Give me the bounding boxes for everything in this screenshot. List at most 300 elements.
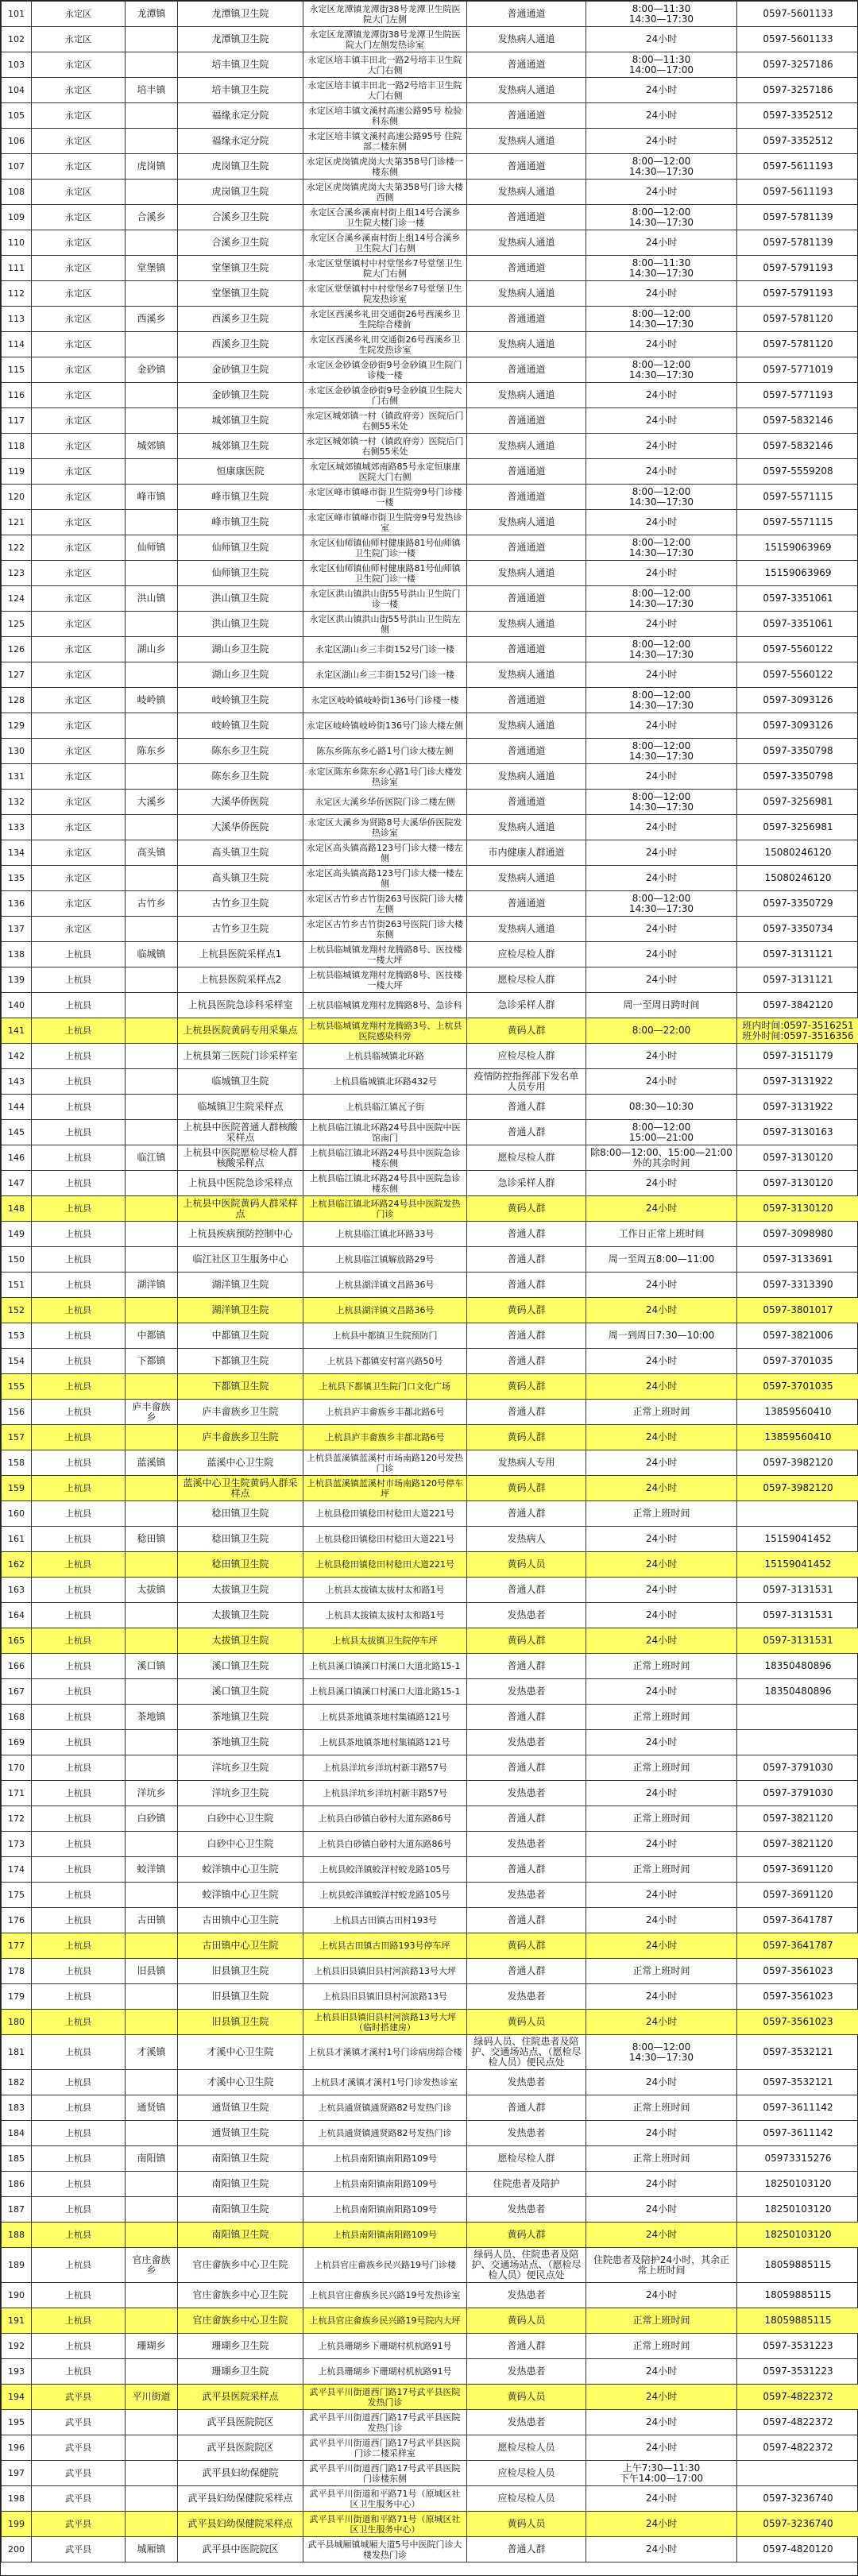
- phone-cell: 0597-3236740: [737, 2486, 858, 2512]
- phone-cell: 0597-3350798: [737, 764, 858, 790]
- phone-cell: 15159063969: [737, 561, 858, 586]
- address-cell: 永定区陈东乡陈东乡心路1号门诊大楼发热诊室: [303, 764, 467, 790]
- service-hours-cell: 24小时: [586, 180, 737, 205]
- target-group-cell: 黄码人群: [467, 2223, 586, 2248]
- town-cell: [126, 561, 178, 586]
- address-cell: 上杭县白砂镇白砂村大道东路86号: [303, 1832, 467, 1857]
- service-hours-cell: 上午7:30—11:30 下午14:00—17:00: [586, 2461, 737, 2486]
- service-hours-cell: 正常上班时间: [586, 1959, 737, 1984]
- phone-cell: 0597-5601133: [737, 27, 858, 52]
- service-hours-cell: 8:00—12:00 14:30—17:30: [586, 2035, 737, 2070]
- address-cell: 永定区虎岗镇虎岗大夫第358号门诊楼一楼东侧: [303, 154, 467, 180]
- site-name-cell: 洋坑乡卫生院: [178, 1755, 303, 1781]
- town-cell: [126, 1628, 178, 1654]
- table-row: [2, 561, 858, 586]
- row-number: 115: [2, 357, 32, 383]
- town-cell: [126, 180, 178, 205]
- table-row: [2, 2035, 858, 2070]
- district-cell: 上杭县: [32, 1323, 126, 1349]
- phone-cell: 0597-3982120: [737, 1476, 858, 1501]
- table-row: [2, 2172, 858, 2197]
- address-cell: 上杭县古田镇古田路193号停车坪: [303, 1933, 467, 1959]
- row-number: 122: [2, 535, 32, 561]
- address-cell: 永定区仙师镇仙师村健康路81号仙师镇卫生院门诊一楼: [303, 561, 467, 586]
- district-cell: 永定区: [32, 307, 126, 332]
- address-cell: 上杭县蛟洋镇蛟洋村蛟龙路105号: [303, 1883, 467, 1908]
- target-group-cell: 发热病人通道: [467, 764, 586, 790]
- row-number: 131: [2, 764, 32, 790]
- table-row: [2, 281, 858, 307]
- address-cell: 永定区城郊镇一村（镇政府旁）医院后门右侧55米处: [303, 408, 467, 434]
- table-row: [2, 1755, 858, 1781]
- address-cell: 上杭县珊瑚乡下珊瑚村机杭路91号: [303, 2359, 467, 2385]
- phone-cell: 0597-3791030: [737, 1781, 858, 1806]
- table-row: [2, 357, 858, 383]
- target-group-cell: 发热患者: [467, 2197, 586, 2223]
- address-cell: 上杭县临江镇解放路29号: [303, 1247, 467, 1273]
- table-row: [2, 2, 858, 27]
- town-cell: [126, 2461, 178, 2486]
- address-cell: 上杭县蓝溪镇蓝溪村市场南路120号发热门诊: [303, 1450, 467, 1476]
- town-cell: [126, 1730, 178, 1755]
- target-group-cell: 发热病人通道: [467, 662, 586, 688]
- site-name-cell: 高头镇卫生院: [178, 840, 303, 866]
- phone-cell: 0597-3350734: [737, 917, 858, 942]
- row-number: 197: [2, 2461, 32, 2486]
- row-number: 165: [2, 1628, 32, 1654]
- site-name-cell: 白砂中心卫生院: [178, 1832, 303, 1857]
- table-row: [2, 2223, 858, 2248]
- row-number: 134: [2, 840, 32, 866]
- town-cell: [126, 510, 178, 535]
- target-group-cell: 发热患者: [467, 1832, 586, 1857]
- sampling-sites-table: [1, 1, 858, 2562]
- town-cell: [126, 713, 178, 739]
- phone-cell: 0597-3130120: [737, 1145, 858, 1171]
- target-group-cell: 普通人群: [467, 2334, 586, 2359]
- district-cell: 永定区: [32, 103, 126, 129]
- target-group-cell: 普通通道: [467, 2, 586, 27]
- target-group-cell: 普通人群: [467, 1095, 586, 1120]
- row-number: 147: [2, 1171, 32, 1196]
- town-cell: 古竹乡: [126, 891, 178, 917]
- phone-cell: 0597-5771019: [737, 357, 858, 383]
- table-row: [2, 1069, 858, 1095]
- district-cell: 上杭县: [32, 1425, 126, 1450]
- service-hours-cell: 24小时: [586, 1349, 737, 1374]
- table-row: [2, 2197, 858, 2223]
- town-cell: [126, 281, 178, 307]
- table-row: [2, 1527, 858, 1552]
- target-group-cell: 普通人群: [467, 1705, 586, 1730]
- service-hours-cell: 24小时: [586, 942, 737, 967]
- table-row: [2, 790, 858, 815]
- row-number: 146: [2, 1145, 32, 1171]
- phone-cell: 18250103120: [737, 2172, 858, 2197]
- district-cell: 永定区: [32, 637, 126, 662]
- row-number: 187: [2, 2197, 32, 2223]
- address-cell: 上杭县稔田镇稔田村稔田大道221号: [303, 1552, 467, 1578]
- target-group-cell: 黄码人群: [467, 1628, 586, 1654]
- table-row: [2, 78, 858, 103]
- table-row: [2, 993, 858, 1018]
- table-row: [2, 2359, 858, 2385]
- table-row: [2, 1298, 858, 1323]
- row-number: 178: [2, 1959, 32, 1984]
- address-cell: 武平县平川街道和平路71号（原城区社区卫生服务中心）: [303, 2486, 467, 2512]
- site-name-cell: 蛟洋镇中心卫生院: [178, 1883, 303, 1908]
- table-row: [2, 307, 858, 332]
- service-hours-cell: 24小时: [586, 1679, 737, 1705]
- service-hours-cell: 24小时: [586, 1171, 737, 1196]
- phone-cell: 0597-4820120: [737, 2537, 858, 2562]
- address-cell: 永定区合溪乡溪南村街上组14号合溪乡卫生院大楼门诊一楼: [303, 205, 467, 230]
- service-hours-cell: 24小时: [586, 1832, 737, 1857]
- town-cell: [126, 1476, 178, 1501]
- site-name-cell: 太拔镇卫生院: [178, 1603, 303, 1628]
- site-name-cell: 武平县妇幼保健院: [178, 2461, 303, 2486]
- phone-cell: 0597-3131531: [737, 1578, 858, 1603]
- table-row: [2, 637, 858, 662]
- phone-cell: 0597-5781120: [737, 307, 858, 332]
- row-number: 129: [2, 713, 32, 739]
- phone-cell: 0597-5560122: [737, 662, 858, 688]
- town-cell: [126, 2197, 178, 2223]
- district-cell: 上杭县: [32, 1730, 126, 1755]
- district-cell: 上杭县: [32, 1959, 126, 1984]
- target-group-cell: 发热病人通道: [467, 612, 586, 637]
- town-cell: [126, 967, 178, 993]
- phone-cell: 0597-3130120: [737, 1196, 858, 1222]
- table-row: [2, 1730, 858, 1755]
- target-group-cell: 普通人群: [467, 1806, 586, 1832]
- site-name-cell: 西溪乡卫生院: [178, 332, 303, 357]
- town-cell: 太拔镇: [126, 1578, 178, 1603]
- district-cell: 永定区: [32, 662, 126, 688]
- town-cell: [126, 27, 178, 52]
- row-number: 148: [2, 1196, 32, 1222]
- service-hours-cell: 正常上班时间: [586, 2095, 737, 2121]
- row-number: 155: [2, 1374, 32, 1400]
- table-row: [2, 866, 858, 891]
- address-cell: 永定区岐岭镇岐岭街136号门诊大楼左侧: [303, 713, 467, 739]
- address-cell: 上杭县湖洋镇文昌路36号: [303, 1273, 467, 1298]
- town-cell: 虎岗镇: [126, 154, 178, 180]
- town-cell: [126, 230, 178, 256]
- table-row: [2, 917, 858, 942]
- address-cell: 上杭县下都镇卫生院门口文化广场: [303, 1374, 467, 1400]
- service-hours-cell: 24小时: [586, 408, 737, 434]
- row-number: 138: [2, 942, 32, 967]
- target-group-cell: 普通通道: [467, 485, 586, 510]
- row-number: 124: [2, 586, 32, 612]
- target-group-cell: 普通通道: [467, 637, 586, 662]
- town-cell: [126, 1501, 178, 1527]
- district-cell: 上杭县: [32, 1578, 126, 1603]
- district-cell: 上杭县: [32, 2070, 126, 2095]
- town-cell: [126, 1374, 178, 1400]
- town-cell: 平川街道: [126, 2385, 178, 2410]
- district-cell: 上杭县: [32, 1755, 126, 1781]
- service-hours-cell: 正常上班时间: [586, 2334, 737, 2359]
- target-group-cell: 黄码人群: [467, 1933, 586, 1959]
- site-name-cell: 上杭县中医院愿检尽检人群核酸采样点: [178, 1145, 303, 1171]
- phone-cell: 0597-3821006: [737, 1323, 858, 1349]
- phone-cell: 0597-3352512: [737, 103, 858, 129]
- row-number: 158: [2, 1450, 32, 1476]
- address-cell: 上杭县临江镇瓦子街: [303, 1095, 467, 1120]
- district-cell: 上杭县: [32, 2197, 126, 2223]
- address-cell: 上杭县中都镇卫生院预防门: [303, 1323, 467, 1349]
- phone-cell: 0597-5559208: [737, 459, 858, 485]
- district-cell: 永定区: [32, 713, 126, 739]
- table-row: [2, 2070, 858, 2095]
- district-cell: 永定区: [32, 230, 126, 256]
- service-hours-cell: 24小时: [586, 1527, 737, 1552]
- service-hours-cell: 正常上班时间: [586, 2146, 737, 2172]
- row-number: 121: [2, 510, 32, 535]
- town-cell: [126, 764, 178, 790]
- town-cell: [126, 2121, 178, 2146]
- target-group-cell: 发热患者: [467, 1984, 586, 2010]
- address-cell: 永定区高头镇高路123号门诊大楼一楼左侧: [303, 866, 467, 891]
- district-cell: 永定区: [32, 612, 126, 637]
- address-cell: 永定区古竹乡古竹街263号医院门诊大楼东侧: [303, 917, 467, 942]
- address-cell: 永定区金砂镇金砂街9号金砂镇卫生院大门右侧: [303, 383, 467, 408]
- site-name-cell: 上杭县医院采样点1: [178, 942, 303, 967]
- table-row: [2, 1628, 858, 1654]
- town-cell: [126, 1984, 178, 2010]
- phone-cell: [737, 1730, 858, 1755]
- site-name-cell: 大溪华侨医院: [178, 815, 303, 840]
- town-cell: 茶地镇: [126, 1705, 178, 1730]
- table-row: [2, 967, 858, 993]
- site-name-cell: 临城镇卫生院采样点: [178, 1095, 303, 1120]
- site-name-cell: 湖山乡卫生院: [178, 662, 303, 688]
- town-cell: 旧县镇: [126, 1959, 178, 1984]
- district-cell: 永定区: [32, 357, 126, 383]
- row-number: 168: [2, 1705, 32, 1730]
- row-number: 195: [2, 2410, 32, 2435]
- district-cell: 永定区: [32, 815, 126, 840]
- site-name-cell: 官庄畲族乡中心卫生院: [178, 2283, 303, 2308]
- phone-cell: 0597-3131121: [737, 967, 858, 993]
- town-cell: 合溪乡: [126, 205, 178, 230]
- district-cell: 上杭县: [32, 1349, 126, 1374]
- target-group-cell: 普通通道: [467, 739, 586, 764]
- phone-cell: 0597-3093126: [737, 688, 858, 713]
- phone-cell: 0597-5611193: [737, 154, 858, 180]
- phone-cell: 05973315276: [737, 2146, 858, 2172]
- town-cell: 蛟洋镇: [126, 1857, 178, 1883]
- service-hours-cell: 8:00—12:00 14:30—17:30: [586, 307, 737, 332]
- town-cell: [126, 1222, 178, 1247]
- district-cell: 永定区: [32, 917, 126, 942]
- target-group-cell: 发热病人通道: [467, 332, 586, 357]
- row-number: 144: [2, 1095, 32, 1120]
- target-group-cell: 普通通道: [467, 535, 586, 561]
- district-cell: 上杭县: [32, 2308, 126, 2334]
- town-cell: 城厢镇: [126, 2537, 178, 2562]
- phone-cell: 0597-3691120: [737, 1857, 858, 1883]
- phone-cell: 0597-5601133: [737, 2, 858, 27]
- target-group-cell: 发热病人通道: [467, 434, 586, 459]
- site-name-cell: 旧县镇卫生院: [178, 2010, 303, 2035]
- site-name-cell: 蛟洋镇中心卫生院: [178, 1857, 303, 1883]
- service-hours-cell: 24小时: [586, 510, 737, 535]
- target-group-cell: 普通人群: [467, 1654, 586, 1679]
- address-cell: 上杭县官庄畲族乡民兴路19号院内大坪: [303, 2308, 467, 2334]
- district-cell: 上杭县: [32, 1247, 126, 1273]
- address-cell: 永定区西溪乡礼田交通街26号西溪乡卫生院发热诊室: [303, 332, 467, 357]
- service-hours-cell: 24小时: [586, 713, 737, 739]
- district-cell: 上杭县: [32, 2248, 126, 2283]
- target-group-cell: 发热病人通道: [467, 815, 586, 840]
- address-cell: 永定区仙师镇仙师村健康路81号仙师镇卫生院门诊一楼: [303, 535, 467, 561]
- target-group-cell: 发热病人通道: [467, 129, 586, 154]
- district-cell: 永定区: [32, 27, 126, 52]
- district-cell: 永定区: [32, 866, 126, 891]
- table-row: [2, 2410, 858, 2435]
- phone-cell: 0597-3133691: [737, 1247, 858, 1273]
- service-hours-cell: 8:00—11:30 14:30—17:30: [586, 2, 737, 27]
- town-cell: 培丰镇: [126, 78, 178, 103]
- service-hours-cell: 24小时: [586, 1196, 737, 1222]
- phone-cell: 13859560410: [737, 1400, 858, 1425]
- address-cell: 永定区金砂镇金砂街9号金砂镇卫生院门诊楼一楼: [303, 357, 467, 383]
- district-cell: 武平县: [32, 2410, 126, 2435]
- service-hours-cell: 24小时: [586, 561, 737, 586]
- phone-cell: 0597-5781139: [737, 230, 858, 256]
- phone-cell: 0597-3350729: [737, 891, 858, 917]
- table-row: [2, 1832, 858, 1857]
- site-name-cell: 峰市镇卫生院: [178, 510, 303, 535]
- site-name-cell: 岐岭镇卫生院: [178, 713, 303, 739]
- target-group-cell: 普通通道: [467, 357, 586, 383]
- district-cell: 永定区: [32, 459, 126, 485]
- town-cell: [126, 1247, 178, 1273]
- table-row: [2, 1476, 858, 1501]
- service-hours-cell: 24小时: [586, 967, 737, 993]
- target-group-cell: 普通人群: [467, 1273, 586, 1298]
- address-cell: 上杭县临江镇北环路24号县中医院中医馆南门: [303, 1120, 467, 1145]
- district-cell: 武平县: [32, 2486, 126, 2512]
- site-name-cell: 合溪乡卫生院: [178, 205, 303, 230]
- address-cell: 上杭县下都镇安村富兴路50号: [303, 1349, 467, 1374]
- town-cell: 临江镇: [126, 1145, 178, 1171]
- town-cell: [126, 612, 178, 637]
- site-name-cell: 稔田镇卫生院: [178, 1501, 303, 1527]
- address-cell: 上杭县太拔镇太拔村太和路1号: [303, 1603, 467, 1628]
- district-cell: 武平县: [32, 2385, 126, 2410]
- table-row: [2, 688, 858, 713]
- row-number: 189: [2, 2248, 32, 2283]
- phone-cell: 0597-3352512: [737, 129, 858, 154]
- service-hours-cell: 24小时: [586, 1603, 737, 1628]
- service-hours-cell: 24小时: [586, 840, 737, 866]
- target-group-cell: 黄码人群: [467, 1374, 586, 1400]
- row-number: 188: [2, 2223, 32, 2248]
- table-row: [2, 1933, 858, 1959]
- table-row: [2, 2512, 858, 2537]
- service-hours-cell: 正常上班时间: [586, 2308, 737, 2334]
- target-group-cell: 发热病人通道: [467, 383, 586, 408]
- phone-cell: 0597-3131922: [737, 1095, 858, 1120]
- target-group-cell: 普通通道: [467, 790, 586, 815]
- service-hours-cell: 24小时: [586, 27, 737, 52]
- town-cell: [126, 1120, 178, 1145]
- service-hours-cell: 24小时: [586, 2010, 737, 2035]
- address-cell: 永定区培丰镇文溪村高速公路95号 住院部二楼东侧: [303, 129, 467, 154]
- target-group-cell: 绿码人员、住院患者及陪护、交通场站点、（愿检尽检人员）便民点处: [467, 2248, 586, 2283]
- address-cell: 上杭县茶地镇茶地村集镇路121号: [303, 1705, 467, 1730]
- target-group-cell: 发热患者: [467, 1730, 586, 1755]
- district-cell: 上杭县: [32, 1527, 126, 1552]
- row-number: 184: [2, 2121, 32, 2146]
- address-cell: 永定区峰市镇峰市街卫生院旁9号门诊楼一楼: [303, 485, 467, 510]
- service-hours-cell: 8:00—12:00 14:30—17:30: [586, 485, 737, 510]
- table-row: [2, 1501, 858, 1527]
- town-cell: 大溪乡: [126, 790, 178, 815]
- phone-cell: 15080246120: [737, 840, 858, 866]
- row-number: 196: [2, 2435, 32, 2461]
- district-cell: 上杭县: [32, 2283, 126, 2308]
- phone-cell: 0597-3821120: [737, 1832, 858, 1857]
- service-hours-cell: 正常上班时间: [586, 1705, 737, 1730]
- town-cell: [126, 1832, 178, 1857]
- target-group-cell: 普通通道: [467, 891, 586, 917]
- row-number: 199: [2, 2512, 32, 2537]
- service-hours-cell: 24小时: [586, 2537, 737, 2562]
- site-name-cell: 堂堡镇卫生院: [178, 256, 303, 281]
- site-name-cell: 珊瑚乡卫生院: [178, 2359, 303, 2385]
- district-cell: 永定区: [32, 434, 126, 459]
- table-row: [2, 154, 858, 180]
- target-group-cell: 急诊采样人群: [467, 993, 586, 1018]
- phone-cell: 0597-3561023: [737, 1984, 858, 2010]
- target-group-cell: 普通通道: [467, 205, 586, 230]
- row-number: 150: [2, 1247, 32, 1273]
- row-number: 172: [2, 1806, 32, 1832]
- address-cell: 永定区合溪乡溪南村街上组14号合溪乡卫生院大门右侧: [303, 230, 467, 256]
- address-cell: 永定区湖山乡三丰街152号门诊一楼: [303, 662, 467, 688]
- service-hours-cell: 正常上班时间: [586, 1501, 737, 1527]
- address-cell: 上杭县南阳镇南阳路109号: [303, 2223, 467, 2248]
- district-cell: 上杭县: [32, 1069, 126, 1095]
- site-name-cell: 旧县镇卫生院: [178, 1984, 303, 2010]
- table-row: [2, 1273, 858, 1298]
- row-number: 161: [2, 1527, 32, 1552]
- site-name-cell: 福缘永定分院: [178, 103, 303, 129]
- table-row: [2, 408, 858, 434]
- row-number: 152: [2, 1298, 32, 1323]
- address-cell: 上杭县南阳镇南阳路109号: [303, 2146, 467, 2172]
- phone-cell: 0597-3130120: [737, 1171, 858, 1196]
- site-name-cell: 福缘永定分院: [178, 129, 303, 154]
- table-row: [2, 1908, 858, 1933]
- district-cell: 武平县: [32, 2435, 126, 2461]
- row-number: 183: [2, 2095, 32, 2121]
- site-name-cell: 湖洋镇卫生院: [178, 1273, 303, 1298]
- site-name-cell: 城郊镇卫生院: [178, 408, 303, 434]
- table-row: [2, 1196, 858, 1222]
- town-cell: [126, 1171, 178, 1196]
- address-cell: 上杭县稔田镇稔田村稔田大道221号: [303, 1501, 467, 1527]
- district-cell: 上杭县: [32, 2223, 126, 2248]
- district-cell: 上杭县: [32, 1603, 126, 1628]
- row-number: 137: [2, 917, 32, 942]
- district-cell: 上杭县: [32, 1273, 126, 1298]
